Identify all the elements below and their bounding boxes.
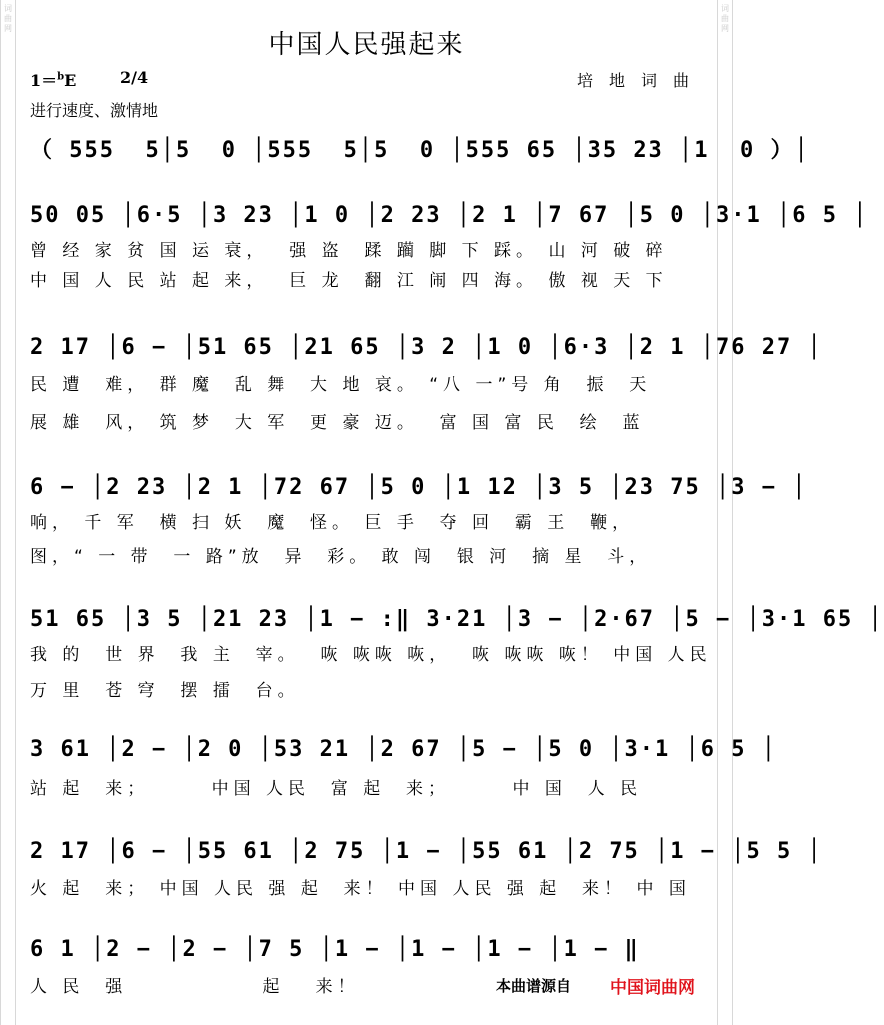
- lyric-line: 民 遭 难， 群 魔 乱 舞 大 地 哀。 “八 一”号 角 振 天: [30, 375, 652, 395]
- lyric-line: 曾 经 家 贫 国 运 衰， 强 盗 蹂 躏 脚 下 踩。 山 河 破 碎: [30, 241, 668, 261]
- key-signature: 1＝$^b$E: [30, 71, 77, 90]
- lyric-line: 万 里 苍 穹 摆 擂 台。: [30, 681, 300, 701]
- music-row-5: 51 65 │3 5 │21 23 │1 − :‖ 3·21 │3 − │2·67 │5 − │3·1 65 │: [30, 607, 884, 632]
- music-row-7: 2 17 │6 − │55 61 │2 75 │1 − │55 61 │2 75 │1 − │5 5 │: [30, 839, 823, 864]
- right-watermark-strip: 词曲网: [717, 0, 733, 1025]
- song-title: 中国人民强起来: [268, 30, 465, 60]
- music-row-8: 6 1 │2 − │2 − │7 5 │1 − │1 − │1 − │1 − ‖: [30, 937, 640, 962]
- lyric-line: 展 雄 风， 筑 梦 大 军 更 豪 迈。 富 国 富 民 绘 蓝: [30, 413, 645, 433]
- music-row-3: 2 17 │6 − │51 65 │21 65 │3 2 │1 0 │6·3 │2 1 │76 27 │: [30, 335, 823, 360]
- tempo-marking: 进行速度、激情地: [30, 101, 159, 120]
- lyric-line: 站 起 来； 中国 人民 富 起 来； 中 国 人 民: [30, 779, 643, 799]
- brand-logo-text[interactable]: 中国词曲网: [610, 978, 695, 998]
- lyric-line: 中 国 人 民 站 起 来， 巨 龙 翻 江 闹 四 海。 傲 视 天 下: [30, 271, 668, 291]
- lyric-line: 图，“ 一 带 一 路”放 异 彩。 敢 闯 银 河 摘 星 斗，: [30, 547, 652, 567]
- lyric-line: 我 的 世 界 我 主 宰。 咴 咴咴 咴， 咴 咴咴 咴！ 中国 人民: [30, 645, 712, 665]
- lyric-line: 人 民 强 起 来！: [30, 977, 360, 997]
- lyric-line: 响， 千 军 横 扫 妖 魔 怪。 巨 手 夺 回 霸 王 鞭，: [30, 513, 635, 533]
- time-signature: 2/4: [120, 68, 149, 87]
- music-row-4: 6 − │2 23 │2 1 │72 67 │5 0 │1 12 │3 5 │23 75 │3 − │: [30, 475, 808, 500]
- credits: 培地词曲: [576, 71, 705, 90]
- source-label: 本曲谱源自: [496, 977, 572, 995]
- music-row-6: 3 61 │2 − │2 0 │53 21 │2 67 │5 − │5 0 │3·1 │6 5 │: [30, 737, 778, 762]
- lyric-line: 火 起 来； 中国 人民 强 起 来！ 中国 人民 强 起 来！ 中 国: [30, 879, 691, 899]
- music-row-1: （ 555 5│5 0 │555 5│5 0 │555 65 │35 23 │1 0 ）│: [30, 138, 810, 163]
- music-row-2: 50 05 │6·5 │3 23 │1 0 │2 23 │2 1 │7 67 │5 0 │3·1 │6 5 │: [30, 203, 869, 228]
- left-watermark-strip: 词曲网: [0, 0, 16, 1025]
